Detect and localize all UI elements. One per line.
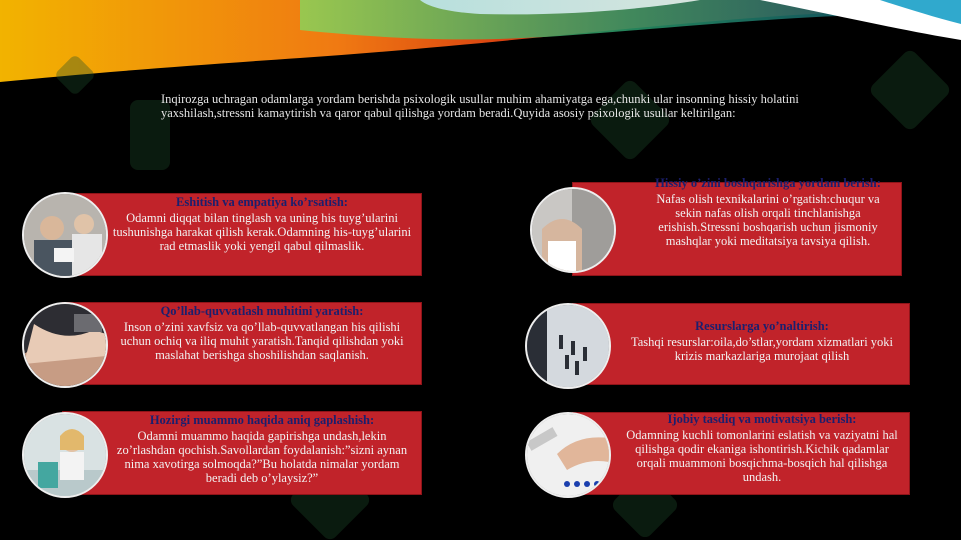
card-title: Resurslarga yo’naltirish: [695,319,829,333]
conversation-photo-icon [22,412,108,498]
card-resources [572,303,910,385]
header-swoosh-graphic [0,0,961,90]
card-title: Eshitish va empatiya ko’rsatish: [176,195,348,209]
self-control-photo-icon [530,187,616,273]
card-title: Hozirgi muammo haqida aniq gaplashish: [149,413,375,427]
card-body: Inson o’zini xavfsiz va qo’llab-quvvatlangan his qilishi uchun ochiq va iliq muhit yaratish.Tanqid qilishdan yoki maslahat berishga shoshilishdan saqlanish. [120,320,404,362]
card-title: Ijobiy tasdiq va motivatsiya berish: [667,412,857,426]
support-photo-icon [22,302,108,388]
card-listening [62,193,422,276]
intro-text: Inqirozga uchragan odamlarga yordam berishda psixologik usullar muhim ahamiyatga ega,chunki ular insonning hissiy holatini yaxshilash,stressni kamaytirish va qaror qabul qilishga yordam beradi.Quyida asosiy psixologik usullar keltirilgan: [161,92,799,120]
resources-photo-icon [525,303,611,389]
card-self-control [572,176,902,276]
card-title: Hissiy o’zini boshqarishga yordam berish: [655,176,881,190]
listening-photo-icon [22,192,108,278]
card-title: Qo’llab-quvvatlash muhitini yaratish: [160,304,364,318]
card-body: Tashqi resurslar:oila,do’stlar,yordam xizmatlari yoki krizis markazlariga murojaat qilish [630,335,894,363]
card-body: Nafas olish texnikalarini o’rgatish:chuqur va sekin nafas olish orqali tinchlanishga erishish.Stressni boshqarish uchun jismoniy mashqlar yoki meditatsiya tavsiya qilish. [656,192,880,248]
card-body: Odamni diqqat bilan tinglash va uning his tuyg’ularini tushunishga harakat qilish kerak.Odamning his-tuyg’ularini rad etmaslik yoki yengil qabul qilmaslik. [112,211,412,253]
motivation-photo-icon [525,412,611,498]
card-body: Odamning kuchli tomonlarini eslatish va vaziyatni hal qilishga qodir ekaniga ishontirish.Kichik qadamlar orqali muammoni bosqichma-bosqich hal qilishga undash. [626,428,898,484]
card-support [62,302,422,385]
card-motivation [572,412,910,495]
card-conversation [62,411,422,495]
card-body: Odamni muammo haqida gapirishga undash,lekin zo’rlashdan qochish.Savollardan foydalanish:”sizni aynan nima xavotirga solmoqda?”Bu holatda nimalar yordam beradi deb o’ylaysiz?” [116,429,408,485]
